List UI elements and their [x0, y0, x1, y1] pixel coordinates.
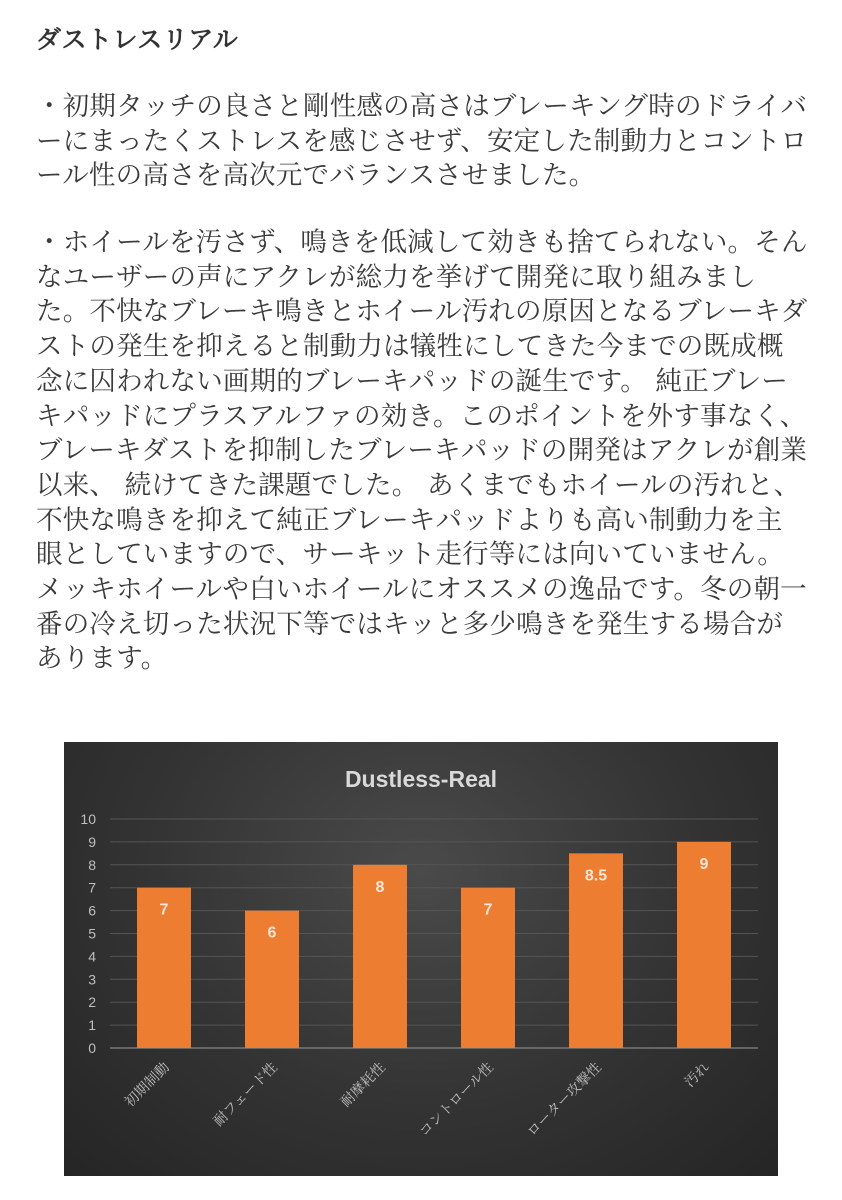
y-tick-label: 5: [88, 925, 96, 942]
bar-data-label: 7: [159, 901, 169, 919]
x-axis-ticks: [122, 1059, 713, 1140]
x-tick-label: コントロール性: [416, 1059, 497, 1140]
y-tick-label: 6: [88, 902, 96, 919]
bar-data-label: 8: [375, 878, 385, 896]
x-tick-label: 初期制動: [121, 1059, 173, 1111]
y-tick-label: 2: [88, 994, 96, 1011]
x-tick-label: 汚れ: [681, 1059, 713, 1091]
x-tick-label: ローター攻撃性: [524, 1059, 605, 1141]
y-tick-label: 7: [88, 879, 96, 896]
chart-bars: [137, 842, 731, 1048]
x-tick-label: 耐フェード性: [210, 1059, 281, 1130]
bar-chart: [64, 742, 778, 1176]
description-paragraph-2: ・ホイールを汚さず、鳴きを低減して効きも捨てられない。そんなユーザーの声にアクレが総力を挙げて開発に取り組みました。不快なブレーキ鳴きとホイール汚れの原因となるブレーキダストの発生を抑えると制動力は犠牲にしてきた今までの既成概念に囚われない画期的ブレーキパッドの誕生です。 純正ブレーキパッドにプラスアルファの効き。このポイントを外す事なく、ブレーキダストを抑制したブレーキパッドの開発はアクレが創業以来、 続けてきた課題でした。 あくまでもホイールの汚れと、不快な鳴きを抑えて純正ブレーキパッドよりも高い制動力を主眼としていますので、サーキット走行等には向いていません。メッキホイールや白いホイールにオススメの逸品です。冬の朝一番の冷え切った状況下等ではキッと多少鳴きを発生する場合があります。: [36, 227, 808, 675]
y-tick-label: 9: [88, 833, 96, 850]
page-title: ダストレスリアル: [36, 25, 239, 54]
y-tick-label: 1: [88, 1017, 96, 1034]
bar-data-label: 8.5: [584, 867, 608, 885]
chart-gridlines: [110, 819, 758, 1048]
y-tick-label: 10: [80, 811, 96, 827]
description-paragraph-1: ・初期タッチの良さと剛性感の高さはブレーキング時のドライバーにまったくストレスを感じさせず、安定した制動力とコントロール性の高さを高次元でバランスさせました。: [36, 91, 808, 192]
chart-title: Dustless-Real: [344, 766, 498, 792]
bar-data-label: 7: [483, 901, 493, 919]
y-tick-label: 8: [88, 856, 96, 873]
y-axis-ticks: [80, 811, 96, 1056]
y-tick-label: 3: [88, 971, 96, 988]
bar-data-labels: [160, 856, 709, 942]
bar-data-label: 6: [267, 924, 277, 942]
y-tick-label: 4: [88, 948, 96, 965]
x-tick-label: 耐摩耗性: [337, 1059, 389, 1111]
y-tick-label: 0: [88, 1040, 96, 1056]
bar-chart-panel: [64, 742, 778, 1176]
bar-data-label: 9: [699, 855, 709, 873]
